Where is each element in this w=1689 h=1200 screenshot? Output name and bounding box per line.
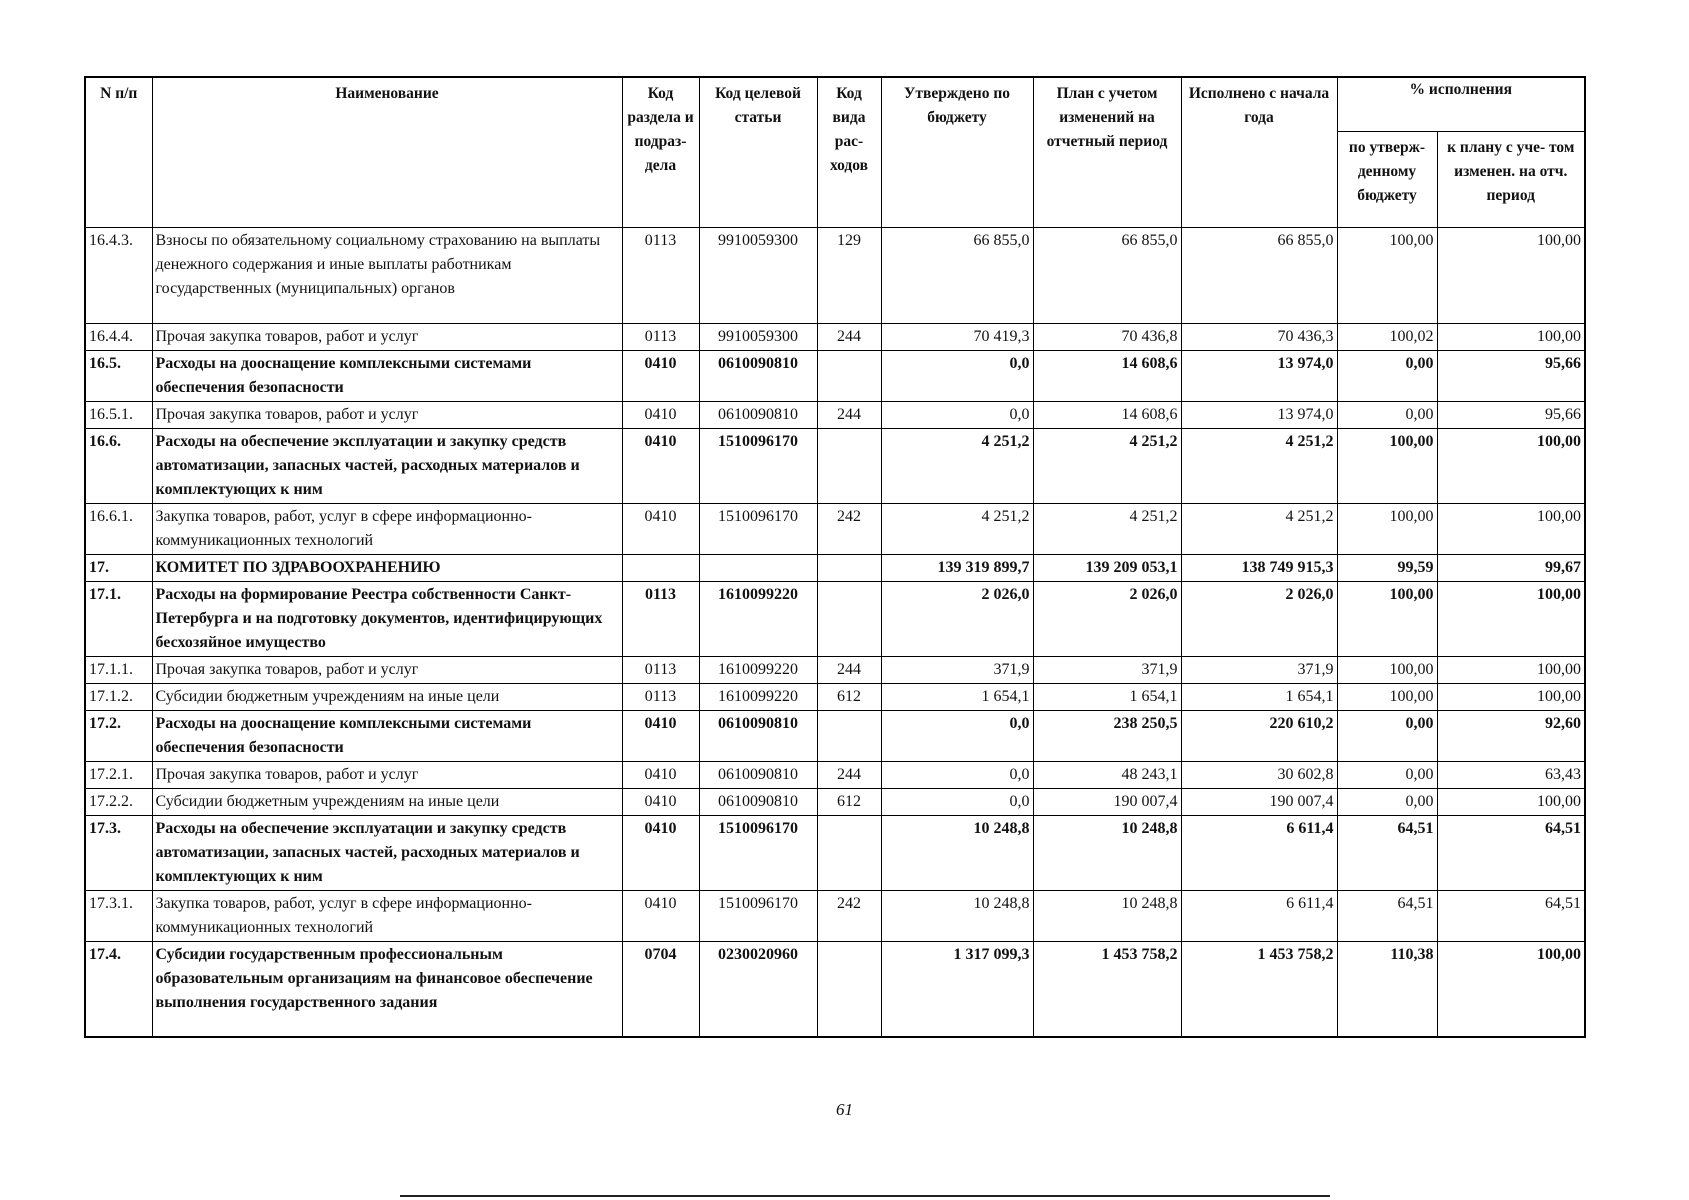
row-pct-approved: 100,00 <box>1337 227 1437 323</box>
row-target-code: 1510096170 <box>699 503 817 554</box>
row-approved: 0,0 <box>881 710 1033 761</box>
bottom-divider <box>400 1195 1330 1197</box>
row-target-code: 1510096170 <box>699 428 817 503</box>
header-target-code: Код целевой статьи <box>699 77 817 227</box>
row-name: Закупка товаров, работ, услуг в сфере информационно-коммуникационных технологий <box>152 503 622 554</box>
row-executed: 371,9 <box>1181 656 1337 683</box>
table-row <box>85 656 1585 683</box>
row-pct-approved: 64,51 <box>1337 890 1437 941</box>
row-approved: 4 251,2 <box>881 503 1033 554</box>
row-number: 17.2.2. <box>85 788 152 815</box>
row-expense-type: 612 <box>817 683 881 710</box>
row-number: 17.1.1. <box>85 656 152 683</box>
row-executed: 6 611,4 <box>1181 815 1337 890</box>
row-target-code: 0230020960 <box>699 941 817 1037</box>
row-pct-plan: 100,00 <box>1437 503 1585 554</box>
row-name: Расходы на обеспечение эксплуатации и закупку средств автоматизации, запасных частей, расходных материалов и комплектующих к ним <box>152 815 622 890</box>
table-row <box>85 890 1585 941</box>
row-approved: 139 319 899,7 <box>881 554 1033 581</box>
row-number: 17.2.1. <box>85 761 152 788</box>
row-executed: 13 974,0 <box>1181 350 1337 401</box>
row-pct-approved: 100,00 <box>1337 656 1437 683</box>
row-pct-plan: 99,67 <box>1437 554 1585 581</box>
row-expense-type <box>817 581 881 656</box>
row-section-code: 0410 <box>622 401 699 428</box>
row-section-code: 0410 <box>622 761 699 788</box>
row-plan: 66 855,0 <box>1033 227 1181 323</box>
row-executed: 4 251,2 <box>1181 503 1337 554</box>
row-pct-plan: 95,66 <box>1437 401 1585 428</box>
row-executed: 2 026,0 <box>1181 581 1337 656</box>
row-number: 17.4. <box>85 941 152 1037</box>
row-target-code: 1510096170 <box>699 815 817 890</box>
table-row <box>85 788 1585 815</box>
row-approved: 1 317 099,3 <box>881 941 1033 1037</box>
row-expense-type <box>817 815 881 890</box>
header-pct-approved: по утверж- денному бюджету <box>1337 131 1437 227</box>
report-sheet <box>84 76 1584 1038</box>
row-expense-type <box>817 941 881 1037</box>
row-approved: 1 654,1 <box>881 683 1033 710</box>
row-pct-approved: 64,51 <box>1337 815 1437 890</box>
row-target-code: 9910059300 <box>699 227 817 323</box>
row-section-code: 0410 <box>622 428 699 503</box>
row-plan: 139 209 053,1 <box>1033 554 1181 581</box>
row-number: 16.5. <box>85 350 152 401</box>
row-number: 16.6.1. <box>85 503 152 554</box>
row-target-code: 1610099220 <box>699 656 817 683</box>
row-approved: 4 251,2 <box>881 428 1033 503</box>
header-expense-code: Код вида рас- ходов <box>817 77 881 227</box>
row-pct-plan: 64,51 <box>1437 815 1585 890</box>
row-approved: 2 026,0 <box>881 581 1033 656</box>
row-pct-approved: 0,00 <box>1337 788 1437 815</box>
row-number: 16.5.1. <box>85 401 152 428</box>
row-name: Расходы на дооснащение комплексными системами обеспечения безопасности <box>152 350 622 401</box>
row-expense-type: 129 <box>817 227 881 323</box>
row-section-code: 0410 <box>622 815 699 890</box>
row-approved: 0,0 <box>881 350 1033 401</box>
row-expense-type: 244 <box>817 761 881 788</box>
row-approved: 70 419,3 <box>881 323 1033 350</box>
row-number: 16.4.3. <box>85 227 152 323</box>
row-number: 17.2. <box>85 710 152 761</box>
row-target-code: 0610090810 <box>699 761 817 788</box>
row-plan: 10 248,8 <box>1033 890 1181 941</box>
table-row <box>85 683 1585 710</box>
row-pct-approved: 100,00 <box>1337 581 1437 656</box>
row-executed: 138 749 915,3 <box>1181 554 1337 581</box>
row-plan: 4 251,2 <box>1033 428 1181 503</box>
row-expense-type: 244 <box>817 656 881 683</box>
row-pct-plan: 92,60 <box>1437 710 1585 761</box>
table-row <box>85 941 1585 1037</box>
row-section-code: 0113 <box>622 683 699 710</box>
row-expense-type <box>817 554 881 581</box>
table-row <box>85 323 1585 350</box>
row-name: Прочая закупка товаров, работ и услуг <box>152 323 622 350</box>
row-section-code: 0410 <box>622 890 699 941</box>
row-number: 16.6. <box>85 428 152 503</box>
row-plan: 1 453 758,2 <box>1033 941 1181 1037</box>
table-body <box>85 227 1585 1037</box>
row-approved: 0,0 <box>881 788 1033 815</box>
row-pct-approved: 100,00 <box>1337 503 1437 554</box>
row-target-code: 0610090810 <box>699 401 817 428</box>
table-row <box>85 581 1585 656</box>
row-approved: 10 248,8 <box>881 815 1033 890</box>
table-row <box>85 428 1585 503</box>
row-pct-plan: 100,00 <box>1437 683 1585 710</box>
row-executed: 220 610,2 <box>1181 710 1337 761</box>
row-target-code <box>699 554 817 581</box>
row-pct-plan: 100,00 <box>1437 581 1585 656</box>
row-plan: 14 608,6 <box>1033 350 1181 401</box>
row-plan: 1 654,1 <box>1033 683 1181 710</box>
row-name: Прочая закупка товаров, работ и услуг <box>152 401 622 428</box>
row-pct-approved: 0,00 <box>1337 350 1437 401</box>
row-section-code: 0704 <box>622 941 699 1037</box>
table-row <box>85 350 1585 401</box>
table-row <box>85 554 1585 581</box>
row-name: Прочая закупка товаров, работ и услуг <box>152 656 622 683</box>
row-number: 16.4.4. <box>85 323 152 350</box>
table-row <box>85 401 1585 428</box>
table-row <box>85 815 1585 890</box>
row-name: Расходы на формирование Реестра собственности Санкт-Петербурга и на подготовку документов, идентифицирующих бесхозяйное имущество <box>152 581 622 656</box>
row-executed: 1 654,1 <box>1181 683 1337 710</box>
row-number: 17.1.2. <box>85 683 152 710</box>
table-header <box>85 77 1585 227</box>
row-target-code: 1510096170 <box>699 890 817 941</box>
row-plan: 2 026,0 <box>1033 581 1181 656</box>
row-target-code: 0610090810 <box>699 710 817 761</box>
header-executed: Исполнено с начала года <box>1181 77 1337 227</box>
row-plan: 14 608,6 <box>1033 401 1181 428</box>
row-section-code: 0410 <box>622 350 699 401</box>
row-pct-plan: 63,43 <box>1437 761 1585 788</box>
row-approved: 66 855,0 <box>881 227 1033 323</box>
row-executed: 30 602,8 <box>1181 761 1337 788</box>
row-executed: 1 453 758,2 <box>1181 941 1337 1037</box>
row-plan: 4 251,2 <box>1033 503 1181 554</box>
row-executed: 4 251,2 <box>1181 428 1337 503</box>
row-number: 17.3.1. <box>85 890 152 941</box>
row-section-code: 0410 <box>622 503 699 554</box>
row-expense-type: 242 <box>817 503 881 554</box>
row-pct-plan: 100,00 <box>1437 428 1585 503</box>
row-expense-type <box>817 350 881 401</box>
row-number: 17.3. <box>85 815 152 890</box>
row-plan: 238 250,5 <box>1033 710 1181 761</box>
table-row <box>85 227 1585 323</box>
row-expense-type <box>817 428 881 503</box>
row-pct-approved: 0,00 <box>1337 761 1437 788</box>
table-row <box>85 710 1585 761</box>
header-pct-plan: к плану с уче- том изменен. на отч. период <box>1437 131 1585 227</box>
row-pct-plan: 100,00 <box>1437 323 1585 350</box>
row-name: Субсидии бюджетным учреждениям на иные цели <box>152 683 622 710</box>
row-number: 17.1. <box>85 581 152 656</box>
row-pct-approved: 100,02 <box>1337 323 1437 350</box>
row-target-code: 9910059300 <box>699 323 817 350</box>
row-executed: 13 974,0 <box>1181 401 1337 428</box>
row-pct-plan: 95,66 <box>1437 350 1585 401</box>
row-executed: 6 611,4 <box>1181 890 1337 941</box>
header-percent-group: % исполнения <box>1337 77 1585 131</box>
row-pct-plan: 100,00 <box>1437 788 1585 815</box>
row-approved: 10 248,8 <box>881 890 1033 941</box>
row-pct-plan: 100,00 <box>1437 227 1585 323</box>
row-number: 17. <box>85 554 152 581</box>
row-name: Субсидии государственным профессиональным образовательным организациям на финансовое обеспечение выполнения государственного задания <box>152 941 622 1037</box>
page-number: 61 <box>836 1100 853 1119</box>
row-target-code: 1610099220 <box>699 683 817 710</box>
row-pct-approved: 110,38 <box>1337 941 1437 1037</box>
row-name: Взносы по обязательному социальному страхованию на выплаты денежного содержания и иные выплаты работникам государственных (муниципальных) органов <box>152 227 622 323</box>
row-pct-approved: 99,59 <box>1337 554 1437 581</box>
row-section-code <box>622 554 699 581</box>
row-section-code: 0410 <box>622 710 699 761</box>
row-name: Расходы на дооснащение комплексными системами обеспечения безопасности <box>152 710 622 761</box>
row-pct-approved: 0,00 <box>1337 401 1437 428</box>
row-target-code: 1610099220 <box>699 581 817 656</box>
row-plan: 48 243,1 <box>1033 761 1181 788</box>
row-pct-approved: 0,00 <box>1337 710 1437 761</box>
row-pct-approved: 100,00 <box>1337 428 1437 503</box>
row-expense-type: 612 <box>817 788 881 815</box>
row-name: Закупка товаров, работ, услуг в сфере информационно-коммуникационных технологий <box>152 890 622 941</box>
row-plan: 190 007,4 <box>1033 788 1181 815</box>
row-section-code: 0113 <box>622 323 699 350</box>
row-target-code: 0610090810 <box>699 350 817 401</box>
header-name: Наименование <box>152 77 622 227</box>
row-pct-plan: 64,51 <box>1437 890 1585 941</box>
row-section-code: 0113 <box>622 656 699 683</box>
row-plan: 371,9 <box>1033 656 1181 683</box>
row-pct-approved: 100,00 <box>1337 683 1437 710</box>
header-num: N п/п <box>85 77 152 227</box>
row-name: Расходы на обеспечение эксплуатации и закупку средств автоматизации, запасных частей, расходных материалов и комплектующих к ним <box>152 428 622 503</box>
row-executed: 190 007,4 <box>1181 788 1337 815</box>
row-name: Прочая закупка товаров, работ и услуг <box>152 761 622 788</box>
row-name: КОМИТЕТ ПО ЗДРАВООХРАНЕНИЮ <box>152 554 622 581</box>
budget-execution-table <box>84 76 1586 1038</box>
row-executed: 66 855,0 <box>1181 227 1337 323</box>
row-expense-type: 244 <box>817 323 881 350</box>
row-approved: 0,0 <box>881 401 1033 428</box>
row-expense-type <box>817 710 881 761</box>
row-plan: 10 248,8 <box>1033 815 1181 890</box>
row-name: Субсидии бюджетным учреждениям на иные цели <box>152 788 622 815</box>
row-target-code: 0610090810 <box>699 788 817 815</box>
row-executed: 70 436,3 <box>1181 323 1337 350</box>
row-section-code: 0113 <box>622 581 699 656</box>
header-approved: Утверждено по бюджету <box>881 77 1033 227</box>
row-approved: 371,9 <box>881 656 1033 683</box>
row-section-code: 0113 <box>622 227 699 323</box>
row-expense-type: 244 <box>817 401 881 428</box>
row-plan: 70 436,8 <box>1033 323 1181 350</box>
row-pct-plan: 100,00 <box>1437 941 1585 1037</box>
header-plan: План с учетом изменений на отчетный период <box>1033 77 1181 227</box>
table-row <box>85 761 1585 788</box>
row-approved: 0,0 <box>881 761 1033 788</box>
table-row <box>85 503 1585 554</box>
row-pct-plan: 100,00 <box>1437 656 1585 683</box>
row-expense-type: 242 <box>817 890 881 941</box>
row-section-code: 0410 <box>622 788 699 815</box>
header-section-code: Код раздела и подраз- дела <box>622 77 699 227</box>
